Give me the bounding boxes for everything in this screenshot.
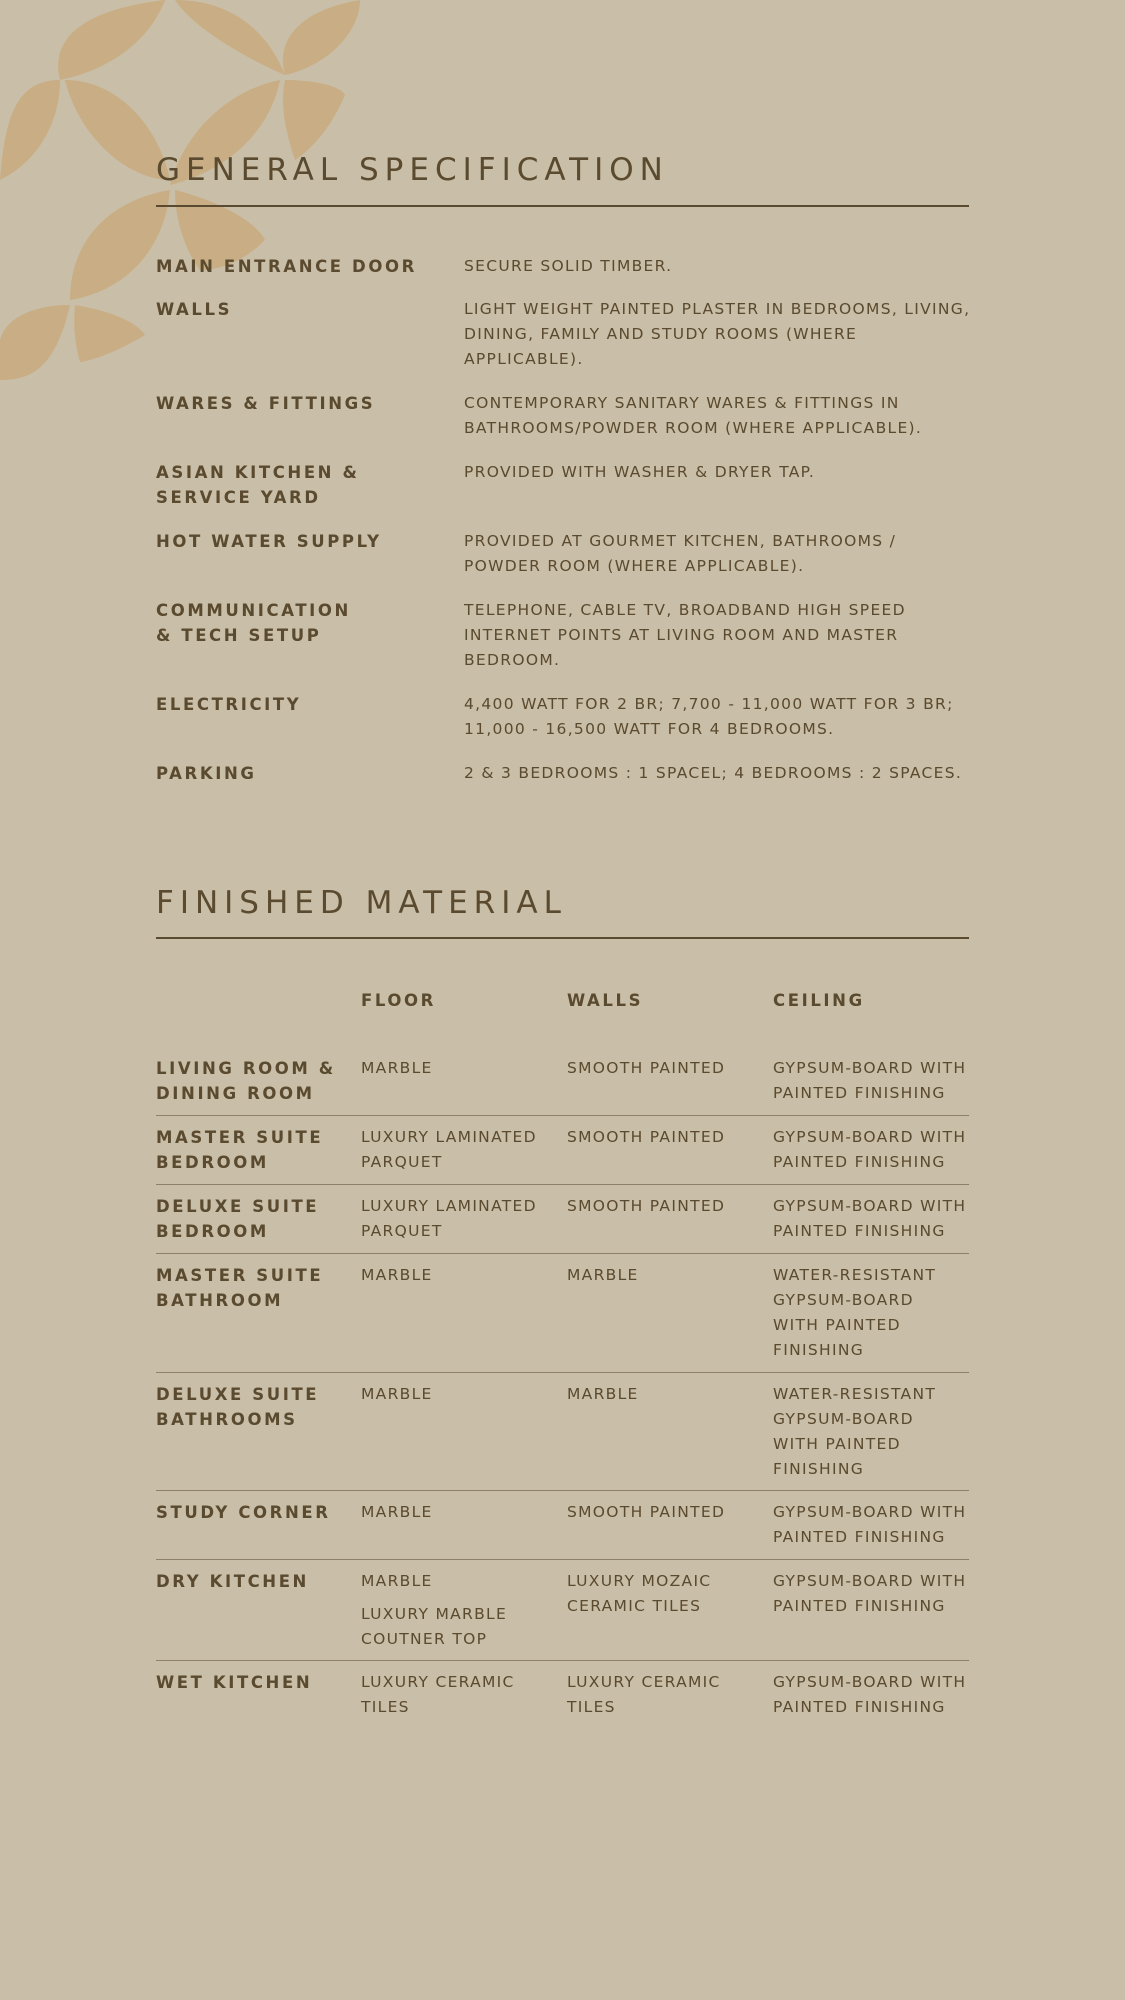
spec-label-parking: PARKING <box>156 764 257 783</box>
floor-material: MARBLE <box>361 1266 433 1284</box>
material-row-deluxe-suite-bathrooms <box>156 1382 969 1491</box>
spec-value-hot-water-supply: PROVIDED AT GOURMET KITCHEN, BATHROOMS / POWDER ROOM (WHERE APPLICABLE). <box>464 532 897 575</box>
spec-label-hot-water-supply: HOT WATER SUPPLY <box>156 532 382 551</box>
material-row-study-corner <box>156 1500 969 1560</box>
floor-material: LUXURY LAMINATED PARQUET <box>361 1128 537 1171</box>
floor-material: MARBLE <box>361 1059 433 1077</box>
walls-material: LUXURY CERAMIC TILES <box>567 1673 721 1716</box>
column-header-walls: WALLS <box>567 991 644 1010</box>
spec-label-electricity: ELECTRICITY <box>156 695 302 714</box>
spec-value-asian-kitchen: PROVIDED WITH WASHER & DRYER TAP. <box>464 463 816 481</box>
spec-label-communication: COMMUNICATION & TECH SETUP <box>156 601 351 645</box>
spec-value-communication: TELEPHONE, CABLE TV, BROADBAND HIGH SPEED INTERNET POINTS AT LIVING ROOM AND MASTER BEDROOM. <box>464 601 906 669</box>
spec-label-walls: WALLS <box>156 300 233 319</box>
finished-material-title: FINISHED MATERIAL <box>156 885 567 921</box>
material-row-dry-kitchen <box>156 1569 969 1661</box>
room-name: DRY KITCHEN <box>156 1572 309 1591</box>
petal-pattern-decoration <box>0 0 380 400</box>
material-row-master-suite-bedroom <box>156 1125 969 1185</box>
ceiling-material: GYPSUM-BOARD WITH PAINTED FINISHING <box>773 1197 967 1240</box>
room-name: MASTER SUITE BATHROOM <box>156 1266 324 1310</box>
spec-label-main-entrance-door: MAIN ENTRANCE DOOR <box>156 257 417 276</box>
spec-label-asian-kitchen: ASIAN KITCHEN & SERVICE YARD <box>156 463 360 507</box>
floor-material: MARBLE LUXURY MARBLE COUTNER TOP <box>361 1572 508 1648</box>
walls-material: MARBLE <box>567 1385 639 1403</box>
floor-material: MARBLE <box>361 1503 433 1521</box>
general-specification-title: GENERAL SPECIFICATION <box>156 152 669 188</box>
room-name: WET KITCHEN <box>156 1673 313 1692</box>
spec-value-wares-fittings: CONTEMPORARY SANITARY WARES & FITTINGS IN BATHROOMS/POWDER ROOM (WHERE APPLICABLE). <box>464 394 923 437</box>
spec-value-electricity: 4,400 WATT FOR 2 BR; 7,700 - 11,000 WATT FOR 3 BR; 11,000 - 16,500 WATT FOR 4 BEDROOMS. <box>464 695 954 738</box>
room-name: DELUXE SUITE BEDROOM <box>156 1197 320 1241</box>
ceiling-material: GYPSUM-BOARD WITH PAINTED FINISHING <box>773 1128 967 1171</box>
ceiling-material: WATER-RESISTANT GYPSUM-BOARD WITH PAINTED FINISHING <box>773 1266 937 1359</box>
ceiling-material: WATER-RESISTANT GYPSUM-BOARD WITH PAINTED FINISHING <box>773 1385 937 1478</box>
ceiling-material: GYPSUM-BOARD WITH PAINTED FINISHING <box>773 1572 967 1615</box>
walls-material: LUXURY MOZAIC CERAMIC TILES <box>567 1572 712 1615</box>
finished-material-divider <box>156 937 969 939</box>
room-name: STUDY CORNER <box>156 1503 331 1522</box>
room-name: DELUXE SUITE BATHROOMS <box>156 1385 320 1429</box>
walls-material: SMOOTH PAINTED <box>567 1059 726 1077</box>
column-header-floor: FLOOR <box>361 991 436 1010</box>
room-name: MASTER SUITE BEDROOM <box>156 1128 324 1172</box>
material-row-master-suite-bathroom <box>156 1263 969 1373</box>
ceiling-material: GYPSUM-BOARD WITH PAINTED FINISHING <box>773 1503 967 1546</box>
material-row-wet-kitchen <box>156 1670 969 1729</box>
column-header-ceiling: CEILING <box>773 991 865 1010</box>
ceiling-material: GYPSUM-BOARD WITH PAINTED FINISHING <box>773 1673 967 1716</box>
general-specification-divider <box>156 205 969 207</box>
material-row-deluxe-suite-bedroom <box>156 1194 969 1254</box>
spec-value-walls: LIGHT WEIGHT PAINTED PLASTER IN BEDROOMS, LIVING, DINING, FAMILY AND STUDY ROOMS (WHERE APPLICABLE). <box>464 300 971 368</box>
floor-material: LUXURY LAMINATED PARQUET <box>361 1197 537 1240</box>
walls-material: SMOOTH PAINTED <box>567 1128 726 1146</box>
floor-material: MARBLE <box>361 1385 433 1403</box>
walls-material: SMOOTH PAINTED <box>567 1503 726 1521</box>
room-name: LIVING ROOM & DINING ROOM <box>156 1059 336 1103</box>
walls-material: SMOOTH PAINTED <box>567 1197 726 1215</box>
floor-material: LUXURY CERAMIC TILES <box>361 1673 515 1716</box>
spec-value-main-entrance-door: SECURE SOLID TIMBER. <box>464 257 673 275</box>
material-row-living-dining <box>156 1056 969 1116</box>
spec-label-wares-fittings: WARES & FITTINGS <box>156 394 376 413</box>
walls-material: MARBLE <box>567 1266 639 1284</box>
ceiling-material: GYPSUM-BOARD WITH PAINTED FINISHING <box>773 1059 967 1102</box>
spec-value-parking: 2 & 3 BEDROOMS : 1 SPACEL; 4 BEDROOMS : 2 SPACES. <box>464 764 963 782</box>
